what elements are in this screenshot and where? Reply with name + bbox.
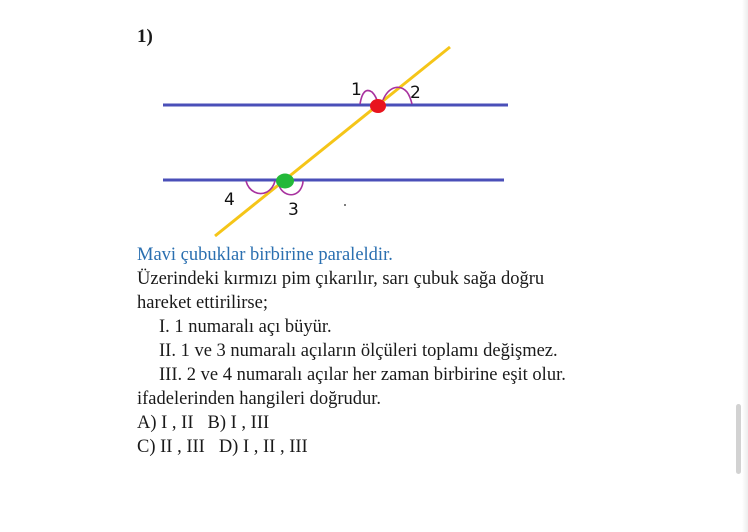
statement-line-1: Üzerindeki kırmızı pim çıkarılır, sarı çubuk sağa doğru (137, 269, 545, 289)
question-number: 1) (137, 26, 153, 47)
question-prompt: ifadelerinden hangileri doğrudur. (137, 389, 382, 409)
scrollbar-thumb[interactable] (736, 404, 741, 474)
option-D[interactable]: D) I , II , III (218, 437, 308, 457)
red-pin (370, 99, 386, 113)
green-pin (276, 174, 294, 189)
option-C[interactable]: C) II , III (137, 437, 205, 457)
options-row-1 (137, 411, 566, 435)
option-A[interactable]: A) I , II (137, 413, 194, 433)
item-I: I. 1 numaralı açı büyür. (159, 317, 332, 337)
item-II: II. 1 ve 3 numaralı açıların ölçüleri toplamı değişmez. (159, 341, 558, 361)
angle-label-2: 2 (410, 83, 421, 103)
options-row-2 (137, 435, 566, 459)
option-B[interactable]: B) I , III (207, 413, 270, 433)
page-edge-shadow (742, 0, 748, 532)
geometry-figure (0, 0, 748, 240)
angle-label-4: 4 (224, 190, 235, 210)
item-III: III. 2 ve 4 numaralı açılar her zaman birbirine eşit olur. (159, 365, 566, 385)
statement-line-2: hareket ettirilirse; (137, 293, 268, 313)
statement-blue: Mavi çubuklar birbirine paraleldir. (137, 245, 393, 265)
transversal-rod (215, 47, 450, 236)
question-text (137, 243, 566, 459)
angle-label-1: 1 (351, 80, 362, 100)
stray-dot (344, 204, 346, 206)
angle-label-3: 3 (288, 200, 299, 220)
